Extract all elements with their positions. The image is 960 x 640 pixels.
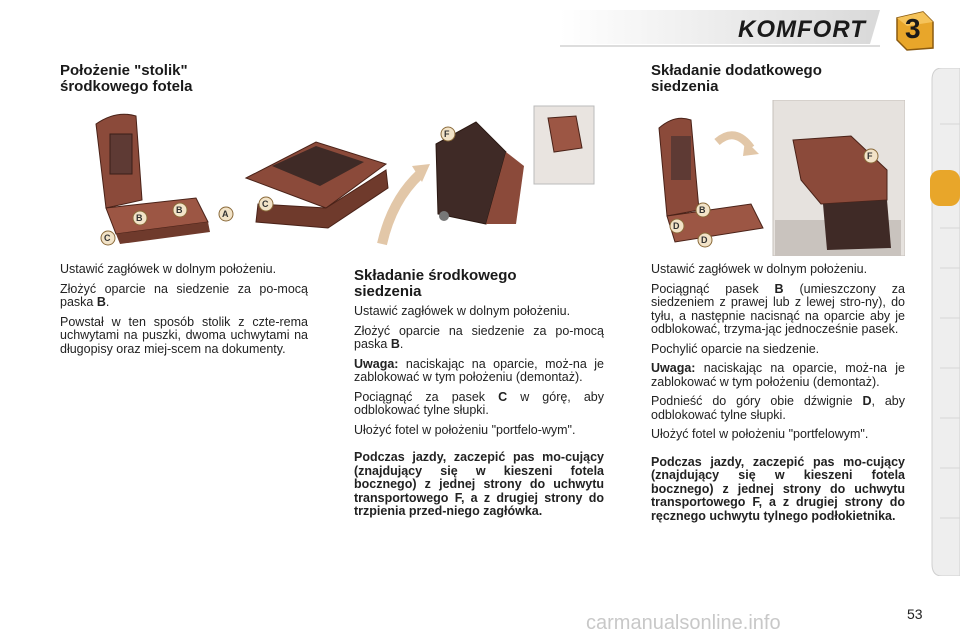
chapter-side-tabs	[928, 68, 960, 576]
middle-column-text	[354, 305, 604, 525]
left-p3: Powstał w ten sposób stolik z czte-rema uchwytami na puszki, dwoma uchwytami na długopisy oraz miej-scem na dokumenty.	[60, 314, 308, 356]
fig-label-f-middle: F	[444, 129, 450, 139]
fig-label-b2: B	[176, 205, 183, 215]
fig-label-a: A	[222, 209, 229, 219]
right-p2: Pociągnąć pasek B (umieszczony za siedzeniem z prawej lub z lewej stro-ny), do tyłu, a następnie nacisnąć na oparcie aby je odblokować, trzyma-jąc jednocześnie pasek.	[651, 281, 905, 336]
right-heading: Składanie dodatkowego siedzenia	[651, 62, 822, 95]
fig-label-c2: C	[262, 199, 269, 209]
left-column-text	[60, 263, 308, 362]
middle-heading: Składanie środkowego siedzenia	[354, 267, 517, 300]
left-p1: Ustawić zagłówek w dolnym położeniu.	[60, 262, 277, 276]
fig-label-d1: D	[673, 221, 680, 231]
fig-label-b1: B	[136, 213, 143, 223]
right-p4: Uwaga: naciskając na oparcie, moż-na je zablokować w tym położeniu (demontaż).	[651, 361, 905, 389]
fig-label-d2: D	[701, 235, 708, 245]
right-warning: Podczas jazdy, zaczepić pas mo-cujący (znajdujący się w kieszeni fotela bocznego) z jednej strony do uchwytu transportowego F, a z drugiej strony do ręcznego uchwytu tylnego podłokietnika.	[651, 454, 905, 523]
left-heading: Położenie "stolik" środkowego fotela	[60, 62, 193, 95]
chapter-number: 3	[905, 13, 921, 44]
middle-p1: Ustawić zagłówek w dolnym położeniu.	[354, 304, 571, 318]
right-p6: Ułożyć fotel w położeniu "portfelowym".	[651, 427, 869, 441]
right-column-text	[651, 263, 905, 529]
seat-illustration-right	[651, 100, 905, 256]
fig-label-b-right: B	[699, 205, 706, 215]
right-p3: Pochylić oparcie na siedzenie.	[651, 341, 820, 356]
section-title: KOMFORT	[738, 16, 866, 43]
right-p5: Podnieść do góry obie dźwignie D, aby odblokować tylne słupki.	[651, 394, 905, 422]
seat-illustration-left	[76, 104, 596, 254]
left-p2: Złożyć oparcie na siedzenie za po-mocą paska B.	[60, 281, 308, 309]
fig-label-f-right: F	[867, 151, 873, 161]
fig-label-c1: C	[104, 233, 111, 243]
middle-p2: Złożyć oparcie na siedzenie za po-mocą paska B.	[354, 323, 604, 351]
middle-warning: Podczas jazdy, zaczepić pas mo-cujący (znajdujący się w kieszeni fotela bocznego) z jednej strony do uchwytu transportowego F, a z drugiej strony do trzpienia przed-niego zagłówka.	[354, 450, 604, 518]
seat-upright-figure	[96, 114, 210, 244]
middle-p5: Ułożyć fotel w położeniu "portfelo-wym".	[354, 422, 576, 437]
active-chapter-tab	[930, 170, 960, 206]
middle-p4: Pociągnąć za pasek C w górę, aby odblokować tylne słupki.	[354, 389, 604, 417]
watermark: carmanualsonline.info	[586, 612, 781, 634]
page-number: 53	[907, 606, 923, 622]
seat-folded-figure	[246, 142, 388, 228]
right-p1: Ustawić zagłówek w dolnym położeniu.	[651, 262, 868, 276]
middle-p3: Uwaga: naciskając na oparcie, moż-na je zablokować w tym położeniu (demontaż).	[354, 356, 604, 384]
